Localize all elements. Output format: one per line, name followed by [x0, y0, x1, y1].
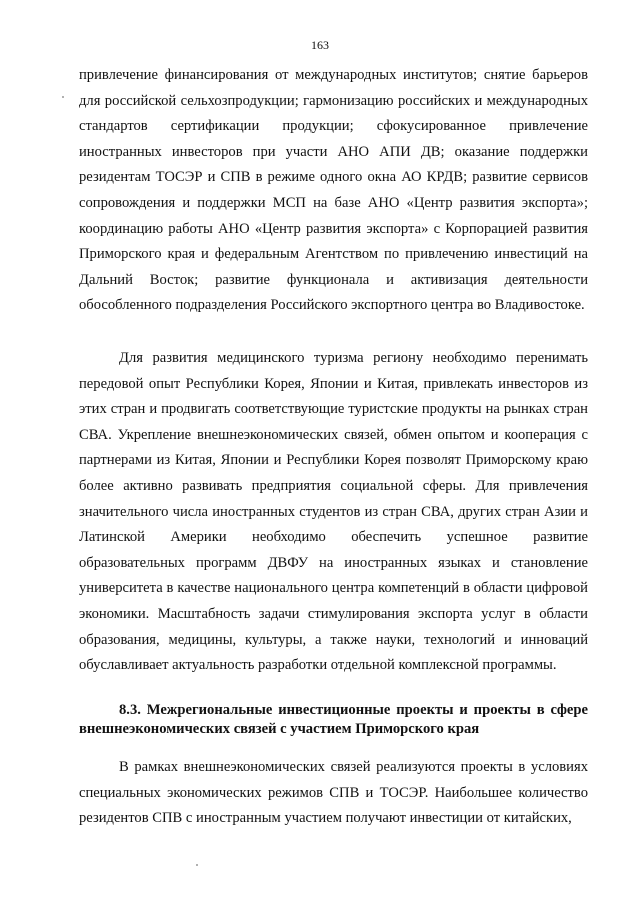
- paragraph-foreign-economic-projects: В рамках внешнеэкономических связей реализуются проекты в условиях специальных экономических режимов СПВ и ТОСЭР. Наибольшее количество резидентов СПВ с иностранным участием получают инвестиции от китайских,: [79, 759, 588, 827]
- scan-speck: [62, 96, 64, 98]
- page-number: 163: [311, 38, 329, 52]
- scan-speck: [196, 864, 198, 866]
- paragraph-continuation: привлечение финансирования от международных институтов; снятие барьеров для российской сельхозпродукции; гармонизацию российских и международных стандартов сертификации продукции; сфокусированное привлечение иностранных инвесторов при участи АНО АПИ ДВ; оказание поддержки резидентам ТОСЭР и СПВ в режиме одного окна АО КРДВ; развитие сервисов сопровождения и поддержки МСП на базе АНО «Центр развития экспорта»; координацию работы АНО «Центр развития экспорта» с Корпорацией развития Приморского края и федеральным Агентством по привлечению инвестиций на Дальний Восток; развитие функционала и активизация деятельности обособленного подразделения Российского экспортного центра во Владивостоке.: [79, 67, 588, 314]
- section-heading: 8.3. Межрегиональные инвестиционные проекты и проекты в сфере внешнеэкономических связей с участием Приморского края: [79, 702, 588, 737]
- paragraph-medical-tourism: Для развития медицинского туризма региону необходимо перенимать передовой опыт Республики Корея, Японии и Китая, привлекать инвесторов из этих стран и продвигать соответствующие туристские продукты на рынках стран СВА. Укрепление внешнеэкономических связей, обмен опытом и кооперация с партнерами из Китая, Японии и Республики Корея позволят Приморскому краю более активно развивать предприятия социальной сферы. Для привлечения значительного числа иностранных студентов из стран СВА, других стран Азии и Латинской Америки необходимо обеспечить успешное развитие образовательных программ ДВФУ на иностранных языках и становление университета в качестве национального центра компетенций в области цифровой экономики. Масштабность задачи стимулирования экспорта услуг в области образования, медицины, культуры, а также науки, технологий и инноваций обуславливает актуальность разработки отдельной комплексной программы.: [79, 350, 588, 674]
